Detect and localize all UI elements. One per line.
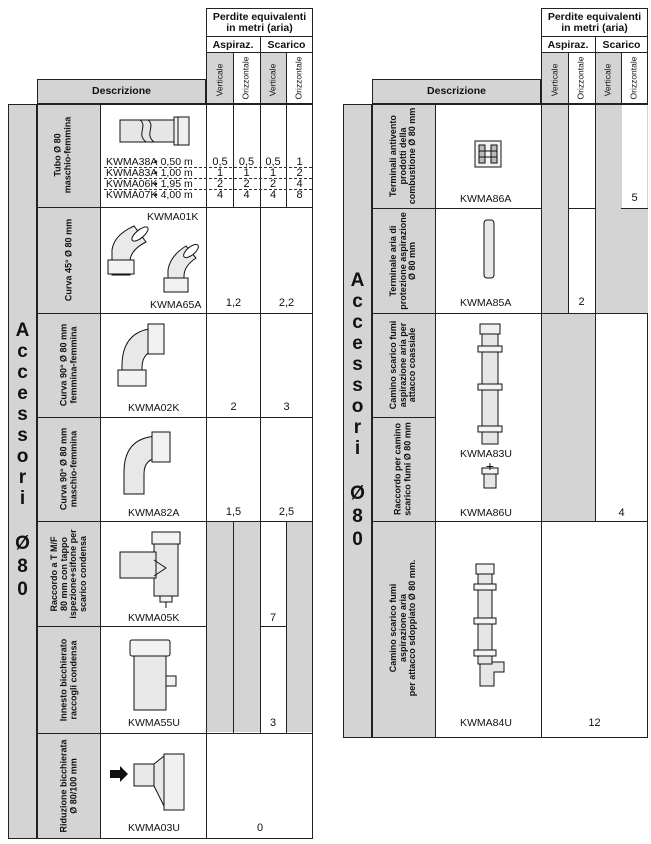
header-title-line1: Perdite equivalenti [212, 11, 307, 23]
value: 1 [269, 167, 277, 179]
side-letter: s [352, 375, 363, 396]
header-title-line1: Perdite equivalenti [547, 11, 642, 23]
row-label-tubo: Tubo Ø 80 maschio-femmina [52, 116, 72, 194]
col-verticale-1: Verticale [549, 63, 560, 97]
code: KWMA03U [128, 822, 180, 834]
side-letter: c [352, 312, 363, 333]
code: KWMA84U [460, 717, 512, 729]
code: KWMA86U [460, 507, 512, 519]
scarico-header: Scarico [267, 39, 306, 51]
scarico-orizzontale-value: 5 [631, 192, 638, 204]
length: • 4,00 m [154, 189, 193, 201]
side-letter: A [15, 320, 30, 341]
value: 4 [216, 189, 224, 201]
aspiraz-value: 1,2 [225, 297, 242, 309]
col-orizzontale-1: Orizzontale [240, 56, 251, 100]
value: 1 [296, 156, 303, 168]
aspiraz-header: Aspiraz. [547, 39, 589, 51]
col-verticale-2: Verticale [602, 63, 613, 97]
value: 4 [243, 189, 250, 201]
row-label-riduzione: Riduzione bicchierata Ø 80/100 mm [58, 739, 78, 833]
innesto-illustration [128, 638, 184, 714]
code: KWMA82A [128, 507, 180, 519]
side-letter: o [351, 396, 364, 417]
side-letter: 8 [17, 556, 28, 577]
side-letter: r [353, 417, 362, 438]
scarico-value: 3 [283, 401, 290, 413]
value: 4 [269, 189, 277, 201]
side-letter: 8 [352, 506, 363, 527]
scarico-header: Scarico [602, 39, 641, 51]
value: 12 [588, 717, 601, 729]
side-letter: s [17, 425, 28, 446]
side-letter: i [354, 438, 361, 459]
value: 1 [243, 167, 250, 179]
value: 0,5 [238, 156, 255, 168]
row-label-curva90ff: Curva 90° Ø 80 mm femmina-femmina [58, 323, 78, 407]
side-letter: c [17, 362, 28, 383]
descrizione-label: Descrizione [427, 85, 486, 97]
value: 8 [296, 189, 303, 201]
row-label-curva90mf: Curva 90° Ø 80 mm maschio-femmina [58, 427, 78, 511]
side-letter: e [17, 383, 28, 404]
code: KWMA55U [128, 717, 180, 729]
riduzione-illustration [110, 750, 188, 814]
length: • 1,00 m [154, 167, 193, 179]
value: 0 [256, 822, 264, 834]
value: 2 [296, 167, 303, 179]
length: • 1,95 m [154, 178, 193, 190]
length: • 0,50 m [154, 156, 193, 168]
code: KWMA07K [106, 189, 158, 201]
side-letter: r [18, 467, 27, 488]
header-title-line2: in metri (aria) [226, 22, 293, 34]
descrizione-label: Descrizione [92, 85, 151, 97]
scarico-value: 7 [269, 612, 277, 624]
raccordo-t-illustration [118, 530, 188, 608]
aspiraz-value: 2 [230, 401, 237, 413]
tubo-illustration [118, 112, 193, 152]
row-label-curva45: Curva 45° Ø 80 mm [63, 218, 74, 302]
curva45-illustration [104, 220, 204, 300]
row-label-raccordo-t: Raccordo a T M/F 80 mm con tappo ispezione+sifone per scarico condensa [49, 529, 88, 619]
value: 0,5 [212, 156, 228, 168]
aspiraz-orizzontale-value: 2 [578, 296, 585, 308]
scarico-value: 2,5 [278, 506, 295, 518]
side-letter: e [352, 333, 363, 354]
scarico-value: 3 [269, 717, 277, 729]
side-letter: c [352, 291, 363, 312]
col-orizzontale-1: Orizzontale [575, 56, 586, 100]
col-verticale-1: Verticale [214, 63, 225, 97]
curva90ff-illustration [118, 322, 168, 392]
row-label-raccordo-camino: Raccordo per camino scarico fumi Ø 80 mm [392, 422, 412, 516]
value: 2 [216, 178, 224, 190]
code: KWMA83A [106, 167, 158, 179]
row-label-terminale-aria: Terminale aria di protezione aspirazione Ø 80 mm [387, 212, 417, 310]
scarico-value: 4 [618, 507, 625, 519]
code: KWMA38A [106, 156, 158, 168]
value: 2 [269, 178, 277, 190]
side-letter: A [350, 270, 365, 291]
code: KWMA01K [147, 211, 199, 223]
plus-sign: + [485, 458, 495, 474]
value: 2 [243, 178, 250, 190]
terminale-aria-illustration [482, 218, 496, 280]
curva90mf-illustration [122, 428, 174, 498]
row-label-camino-coassiale: Camino scarico fumi aspirazione aria per attacco coassiale [387, 320, 417, 410]
col-orizzontale-2: Orizzontale [293, 56, 304, 100]
value: 0,5 [265, 156, 281, 168]
code: KWMA65A [150, 299, 202, 311]
side-letter: Ø [350, 483, 365, 504]
row-label-terminali: Terminali antivento prodotti della combustione Ø 80 mm [387, 107, 417, 205]
code: KWMA05K [128, 612, 180, 624]
value: 4 [296, 178, 303, 190]
side-letter: s [352, 354, 363, 375]
aspiraz-header: Aspiraz. [212, 39, 254, 51]
row-label-innesto: Innesto bicchierato raccogli condensa [58, 638, 78, 722]
code: KWMA02K [128, 402, 180, 414]
code: KWMA06K [106, 178, 158, 190]
side-letter: o [16, 446, 29, 467]
col-verticale-2: Verticale [267, 63, 278, 97]
col-orizzontale-2: Orizzontale [628, 56, 639, 100]
header-title-line2: in metri (aria) [561, 22, 628, 34]
camino-sdoppiato-illustration [468, 562, 508, 692]
value: 1 [216, 167, 224, 179]
side-letter: 0 [17, 579, 28, 600]
code: KWMA85A [460, 297, 512, 309]
scarico-value: 2,2 [278, 297, 295, 309]
side-letter: c [17, 341, 28, 362]
row-label-camino-sdoppiato: Camino scarico fumi aspirazione aria per attacco sdoppiato Ø 80 mm. [387, 559, 417, 697]
side-letter: i [19, 488, 26, 509]
side-letter: s [17, 404, 28, 425]
terminale-antivento-illustration [473, 139, 503, 169]
side-letter: Ø [15, 533, 30, 554]
code: KWMA86A [460, 193, 512, 205]
aspiraz-value: 1,5 [225, 506, 242, 518]
code: KWMA83U [460, 448, 512, 460]
side-letter: 0 [352, 529, 363, 550]
